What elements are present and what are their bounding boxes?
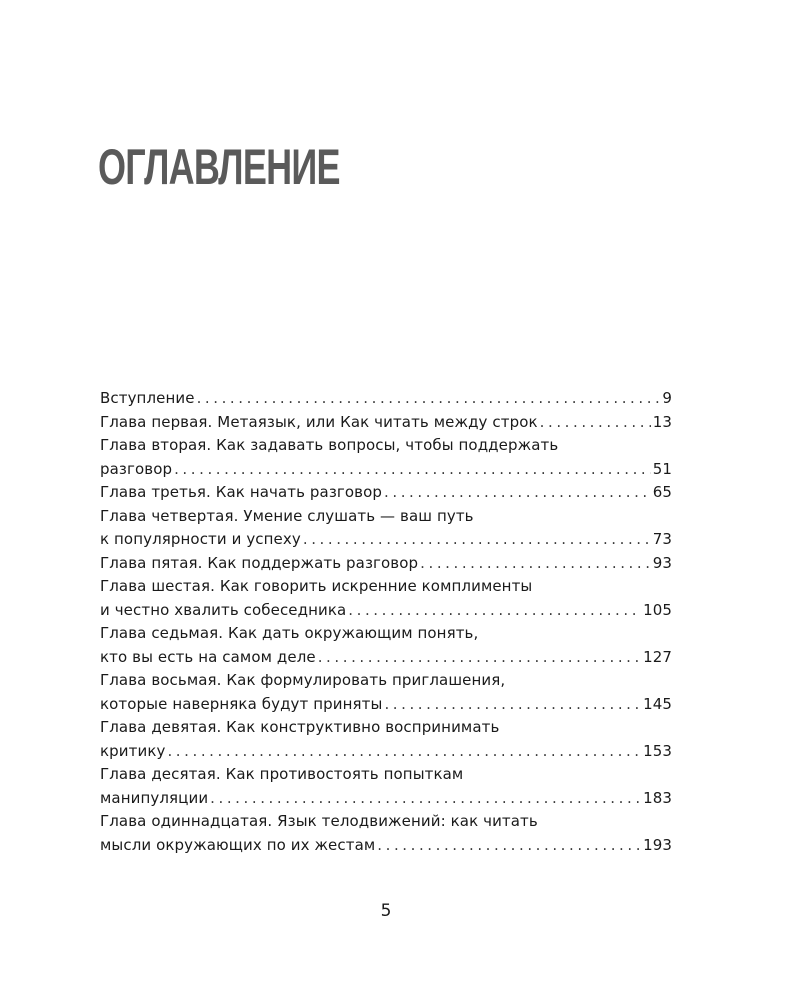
toc-entry-title-continued: и честно хвалить собеседника: [100, 600, 347, 619]
toc-entry-title: Вступление: [100, 389, 195, 407]
toc-line: [100, 787, 672, 811]
toc-entry-title-continued: кто вы есть на самом деле: [100, 647, 316, 666]
toc-entry-title-continued: критику: [100, 741, 166, 760]
toc-entry[interactable]: [100, 669, 672, 716]
toc-line: [100, 411, 672, 435]
toc-entry-title: Глава девятая. Как конструктивно воспринимать: [100, 718, 500, 736]
toc-line: [100, 434, 672, 458]
toc-entry[interactable]: [100, 481, 672, 505]
table-of-contents: [100, 387, 672, 857]
page-title: ОГЛАВЛЕНИЕ: [98, 139, 340, 195]
toc-line: [100, 716, 672, 740]
dot-leader: [174, 458, 651, 482]
toc-entry[interactable]: [100, 575, 672, 622]
toc-line: [100, 599, 672, 623]
toc-entry-page: 73: [652, 530, 672, 548]
toc-line: [100, 810, 672, 834]
toc-line: [100, 575, 672, 599]
toc-entry-page: 65: [652, 483, 672, 501]
toc-line: [100, 763, 672, 787]
toc-entry-page: 127: [643, 647, 672, 666]
dot-leader: [210, 787, 641, 811]
dot-leader: [384, 693, 641, 717]
toc-line: [100, 528, 672, 552]
toc-entry-page: 193: [643, 835, 672, 854]
dot-leader: [348, 599, 641, 623]
toc-entry-title: Глава первая. Метаязык, или Как читать между строк: [100, 412, 538, 431]
toc-entry-title: Глава третья. Как начать разговор: [100, 483, 383, 501]
dot-leader: [377, 834, 641, 858]
toc-entry[interactable]: [100, 411, 672, 435]
toc-line: [100, 693, 672, 717]
page-number: 5: [380, 901, 392, 921]
toc-line: [100, 387, 672, 411]
toc-entry-title-continued: разговор: [100, 459, 173, 478]
toc-entry-title: Глава шестая. Как говорить искренние комплименты: [100, 577, 533, 595]
toc-entry-title: Глава пятая. Как поддержать разговор: [100, 553, 419, 572]
toc-entry[interactable]: [100, 434, 672, 481]
toc-entry[interactable]: [100, 552, 672, 576]
toc-entry-title: Глава седьмая. Как дать окружающим понять,: [100, 624, 479, 642]
toc-entry[interactable]: [100, 505, 672, 552]
dot-leader: [318, 646, 641, 670]
toc-line: [100, 552, 672, 576]
toc-entry-title: Глава восьмая. Как формулировать приглашения,: [100, 671, 506, 689]
toc-line: [100, 646, 672, 670]
dot-leader: [384, 481, 651, 505]
toc-line: [100, 458, 672, 482]
dot-leader: [420, 552, 651, 576]
dot-leader: [303, 528, 651, 552]
dot-leader: [540, 411, 651, 435]
toc-entry-page: 93: [652, 553, 672, 572]
toc-entry-title: Глава четвертая. Умение слушать — ваш путь: [100, 506, 474, 525]
toc-entry-title-continued: манипуляции: [100, 788, 209, 807]
toc-entry[interactable]: [100, 387, 672, 411]
toc-entry-title: Глава одиннадцатая. Язык телодвижений: как читать: [100, 812, 538, 830]
toc-entry-page: 183: [643, 788, 672, 807]
toc-entry-page: 51: [652, 459, 672, 478]
toc-entry-page: 153: [643, 741, 672, 760]
toc-entry-title-continued: к популярности и успеху: [100, 530, 301, 548]
toc-entry-page: 105: [643, 600, 672, 619]
toc-entry-page: 9: [662, 389, 672, 407]
toc-line: [100, 505, 672, 529]
dot-leader: [167, 740, 641, 764]
toc-entry-title: Глава десятая. Как противостоять попыткам: [100, 765, 464, 783]
toc-entry[interactable]: [100, 810, 672, 857]
toc-entry[interactable]: [100, 716, 672, 763]
toc-entry[interactable]: [100, 622, 672, 669]
toc-line: [100, 834, 672, 858]
toc-entry-title-continued: которые наверняка будут приняты: [100, 694, 383, 713]
toc-entry-page: 13: [652, 412, 672, 431]
toc-line: [100, 622, 672, 646]
toc-entry-title-continued: мысли окружающих по их жестам: [100, 835, 376, 854]
toc-entry-page: 145: [643, 694, 672, 713]
toc-line: [100, 481, 672, 505]
toc-line: [100, 740, 672, 764]
toc-entry[interactable]: [100, 763, 672, 810]
toc-line: [100, 669, 672, 693]
dot-leader: [197, 387, 661, 411]
toc-entry-title: Глава вторая. Как задавать вопросы, чтобы поддержать: [100, 436, 559, 454]
